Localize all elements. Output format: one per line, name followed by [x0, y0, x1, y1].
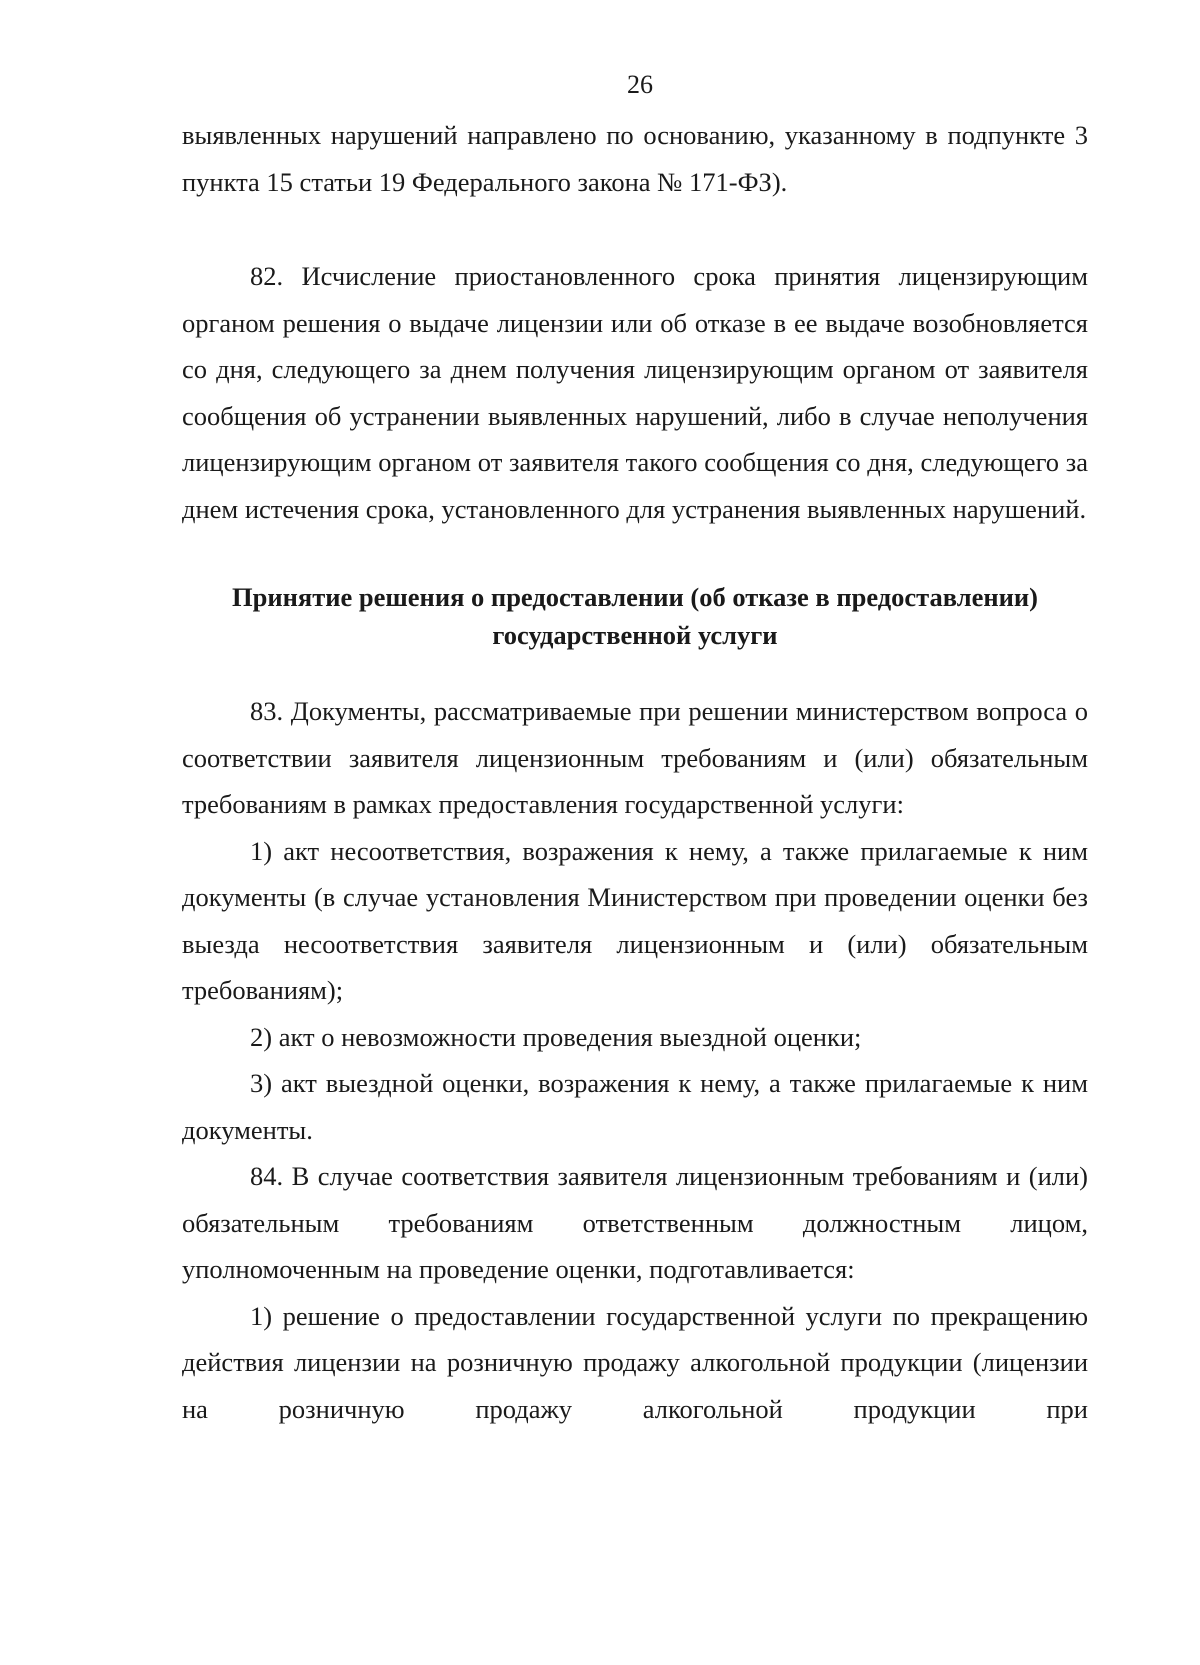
paragraph-82: 82. Исчисление приостановленного срока принятия лицензирующим органом решения о выдаче лицензии или об отказе в ее выдаче возобновляется со дня, следующего за днем получения лицензирующим органом от заявителя сообщения об устранении выявленных нарушений, либо в случае неполучения лицензирующим органом от заявителя такого сообщения со дня, следующего за днем истечения срока, установленного для устранения выявленных нарушений.: [182, 261, 1088, 524]
paragraph-83-item-2: 2) акт о невозможности проведения выездной оценки;: [250, 1021, 862, 1052]
paragraph-83-item-1: 1) акт несоответствия, возражения к нему, а также прилагаемые к ним документы (в случае установления Министерством при проведении оценки без выезда несоответствия заявителя лицензионным и (или) обязательным требованиям);: [182, 835, 1088, 1005]
paragraph-83: 83. Документы, рассматриваемые при решении министерством вопроса о соответствии заявителя лицензионным требованиям и (или) обязательным требованиям в рамках предоставления государственной услуги:: [182, 696, 1088, 819]
paragraph-84-item-1: 1) решение о предоставлении государственной услуги по прекращению действия лицензии на розничную продажу алкогольной продукции (лицензии на розничную продажу алкогольной продукции при: [182, 1300, 1088, 1424]
section-heading-line-1: Принятие решения о предоставлении (об отказе в предоставлении): [232, 582, 1038, 612]
section-heading: [182, 578, 1088, 654]
document-body: [182, 112, 1088, 1432]
page-number: 26: [627, 70, 653, 99]
paragraph-84: 84. В случае соответствия заявителя лицензионным требованиям и (или) обязательным требованиям ответственным должностным лицом, уполномоченным на проведение оценки, подготавливается:: [182, 1161, 1088, 1284]
section-heading-line-2: государственной услуги: [492, 620, 778, 650]
paragraph-83-item-3: 3) акт выездной оценки, возражения к нему, а также прилагаемые к ним документы.: [182, 1068, 1088, 1145]
paragraph-continuation: выявленных нарушений направлено по основанию, указанному в подпункте 3 пункта 15 статьи 19 Федерального закона № 171-ФЗ).: [182, 120, 1088, 197]
